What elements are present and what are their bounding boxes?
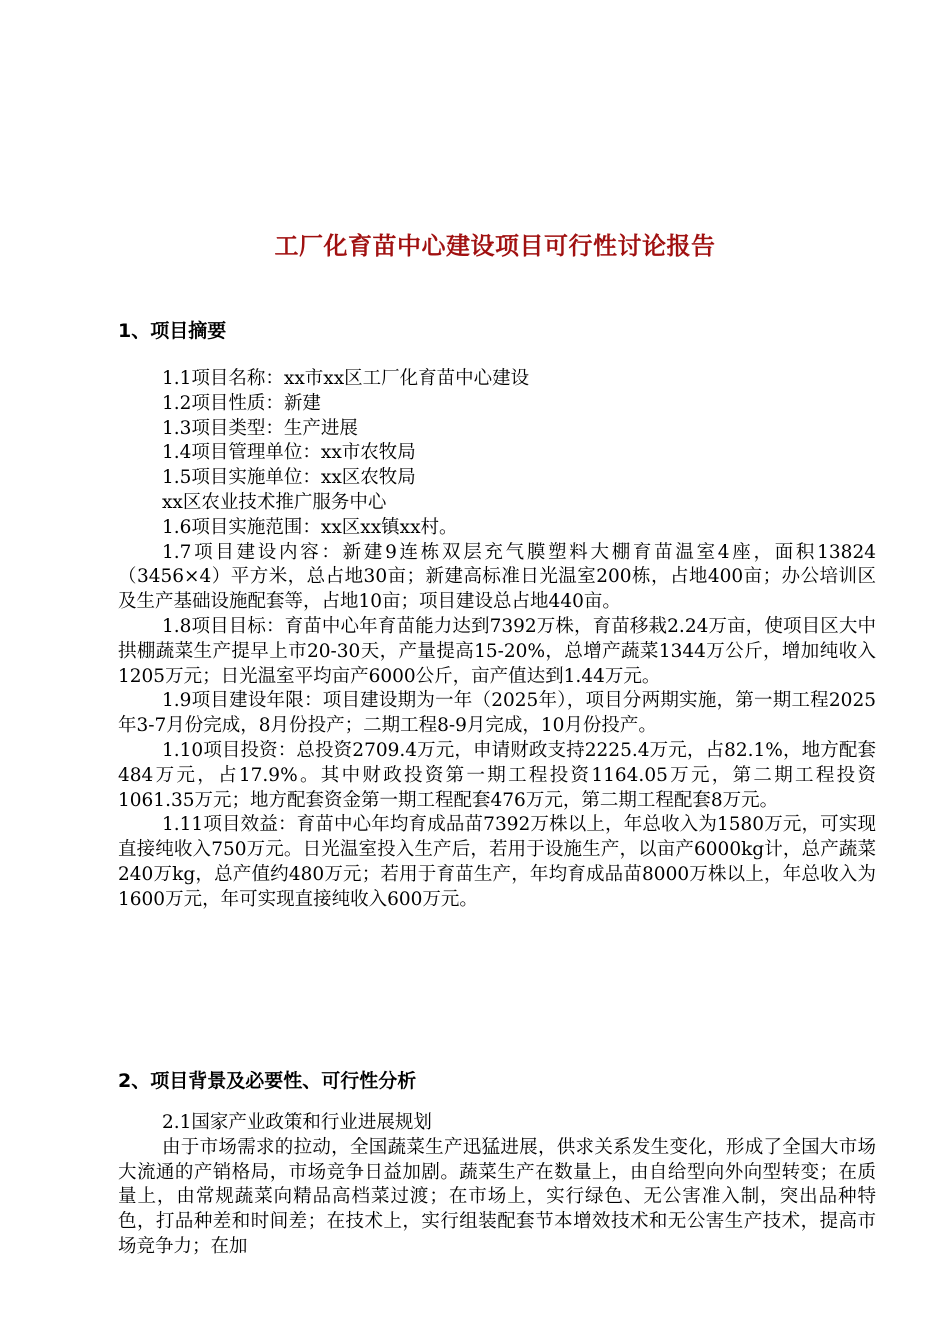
paragraph: 1.1项目名称：xx市xx区工厂化育苗中心建设 <box>162 368 530 389</box>
paragraph: 1.4项目管理单位：xx市农牧局 <box>162 442 416 464</box>
paragraph: 1.8项目目标：育苗中心年育苗能力达到7392万株，育苗移栽2.24万亩，使项目区大中拱棚蔬菜生产提早上市20-30天，产量提高15-20%，总增产蔬菜1344万公斤，增加纯收入1205万元；日光温室平均亩产6000公斤，亩产值达到1.44万元。 <box>118 615 876 687</box>
paragraph: 1.11项目效益：育苗中心年均育成品苗7392万株以上，年总收入为1580万元，可实现直接纯收入750万元。日光温室投入生产后，若用于设施生产，以亩产6000kg计，总产蔬菜240万kg，总产值约480万元；若用于育苗生产，年均育成品苗8000万株以上，年总收入为1600万元，年可实现直接纯收入600万元。 <box>118 814 876 910</box>
paragraph: 1.9项目建设年限：项目建设期为一年（2025年），项目分两期实施，第一期工程2025年3-7月份完成，8月份投产；二期工程8-9月完成，10月份投产。 <box>118 690 876 737</box>
section-1-body <box>118 367 876 913</box>
paragraph: 1.3项目类型：生产进展 <box>162 417 358 439</box>
paragraph: 2.1国家产业政策和行业进展规划 <box>162 1112 432 1133</box>
section-2-heading: 2、项目背景及必要性、可行性分析 <box>118 1070 417 1092</box>
paragraph: 1.5项目实施单位：xx区农牧局 <box>162 467 416 489</box>
paragraph: 1.10项目投资：总投资2709.4万元，申请财政支持2225.4万元，占82.1%，地方配套484万元，占17.9%。其中财政投资第一期工程投资1164.05万元，第二期工程投资1061.35万元；地方配套资金第一期工程配套476万元，第二期工程配套8万元。 <box>118 739 876 811</box>
paragraph: 1.6项目实施范围：xx区xx镇xx村。 <box>162 516 458 538</box>
section-2-body <box>118 1111 876 1260</box>
paragraph: 由于市场需求的拉动，全国蔬菜生产迅猛进展，供求关系发生变化，形成了全国大市场大流通的产销格局，市场竞争日益加剧。蔬菜生产在数量上，由自给型向外向型转变；在质量上，由常规蔬菜向精品高档菜过渡；在市场上，实行绿色、无公害准入制，突出品种特色，打品种差和时间差；在技术上，实行组装配套节本增效技术和无公害生产技术，提高市场竞争力；在加 <box>118 1136 876 1257</box>
paragraph: 1.2项目性质：新建 <box>162 392 321 414</box>
document-title: 工厂化育苗中心建设项目可行性讨论报告 <box>274 232 716 260</box>
section-1-heading: 1、项目摘要 <box>118 320 227 342</box>
paragraph: xx区农业技术推广服务中心 <box>162 491 387 513</box>
paragraph: 1.7项目建设内容：新建9连栋双层充气膜塑料大棚育苗温室4座，面积13824（3456×4）平方米，总占地30亩；新建高标准日光温室200栋，占地400亩；办公培训区及生产基础设施配套等，占地10亩；项目建设总占地440亩。 <box>118 541 876 613</box>
